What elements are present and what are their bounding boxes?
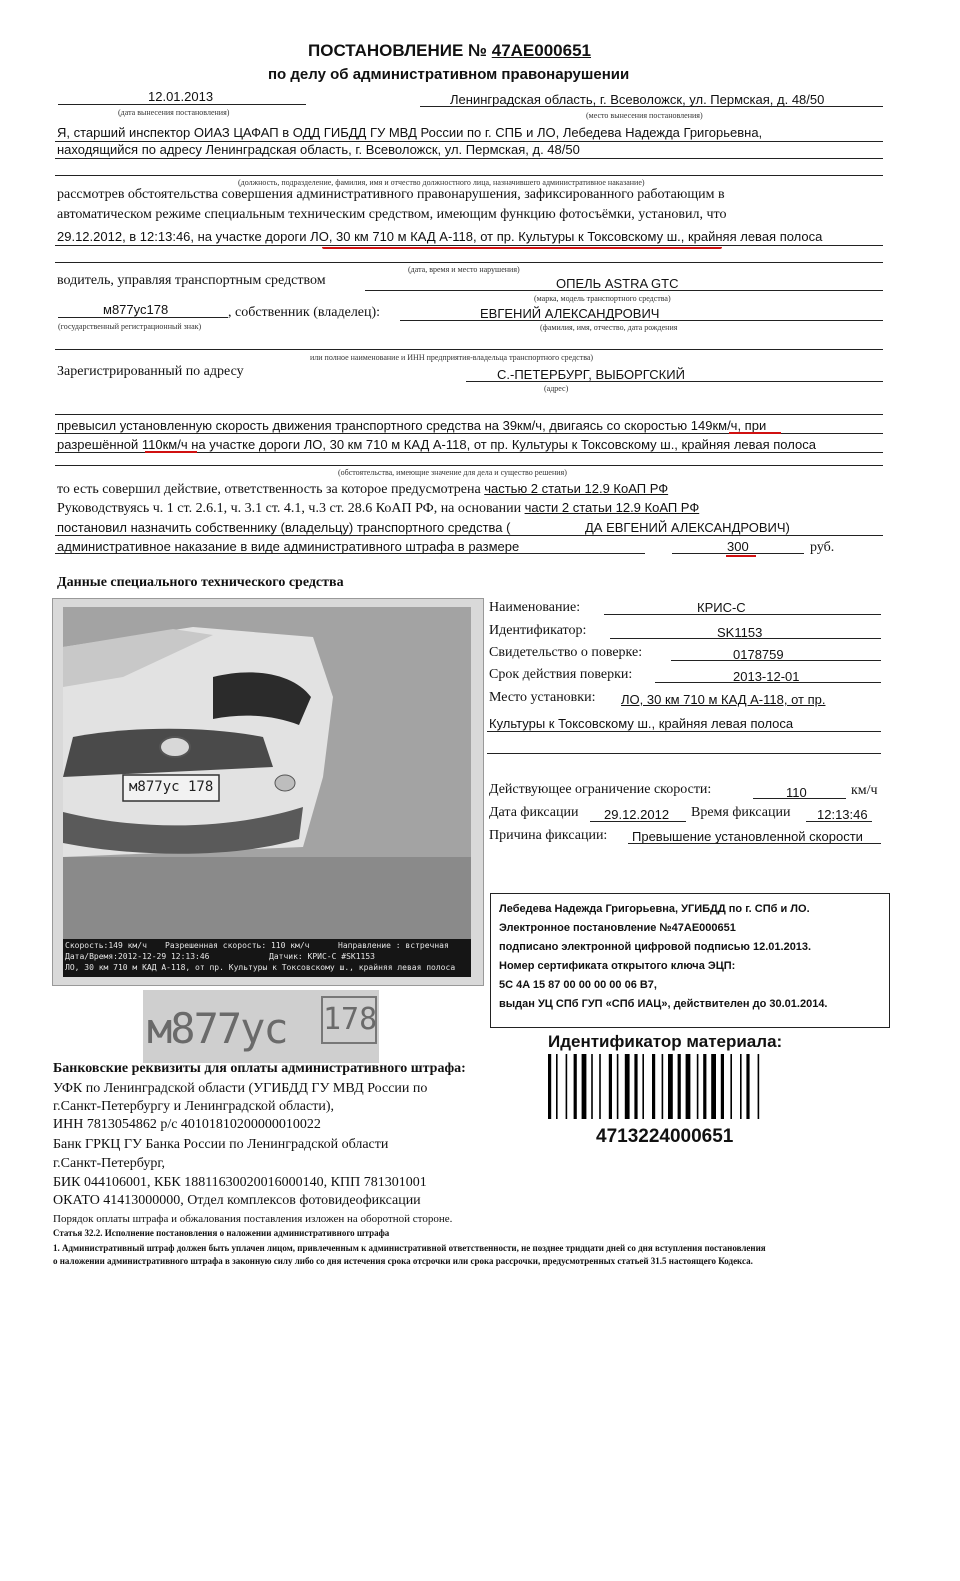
vehicle-model: ОПЕЛЬ ASTRA GTC bbox=[556, 276, 679, 291]
model-rule bbox=[365, 290, 883, 291]
device-location-rule-2 bbox=[487, 753, 881, 754]
device-location-label: Место установки: bbox=[489, 690, 596, 705]
fine-amount: 300 bbox=[727, 539, 749, 554]
red-underline-allowed bbox=[145, 451, 197, 453]
offense-rule-3 bbox=[55, 465, 883, 466]
plate-caption: (государственный регистрационный знак) bbox=[58, 322, 202, 331]
fix-time-rule bbox=[806, 821, 872, 822]
barcode-bar bbox=[668, 1054, 673, 1119]
inspector-line-1: Я, старший инспектор ОИАЗ ЦАФАП в ОДД ГИБДД ГУ МВД России по г. СПБ и ЛО, Лебедева Надежда Григорьевна, bbox=[57, 125, 763, 140]
datetime-caption: (дата, время и место нарушения) bbox=[408, 265, 520, 274]
car-illustration bbox=[63, 607, 471, 939]
ecp-line-4: Номер сертификата открытого ключа ЭЦП: bbox=[499, 960, 736, 972]
barcode-bar bbox=[582, 1054, 587, 1119]
bank-line-5: г.Санкт-Петербург, bbox=[53, 1156, 166, 1171]
payment-order-note: Порядок оплаты штрафа и обжалования поставления изложен на оборотной стороне. bbox=[53, 1213, 453, 1225]
barcode-bar bbox=[678, 1054, 681, 1119]
plate-crop-image bbox=[143, 990, 379, 1063]
date-caption: (дата вынесения постановления) bbox=[118, 108, 230, 117]
device-valid: 2013-12-01 bbox=[733, 669, 800, 684]
barcode-bar bbox=[617, 1054, 619, 1119]
ecp-line-6: выдан УЦ СПб ГУП «СПб ИАЦ», действителен до 30.01.2014. bbox=[499, 998, 828, 1010]
barcode-bar bbox=[574, 1054, 577, 1119]
bank-line-1: УФК по Ленинградской области (УГИБДД ГУ МВД России по bbox=[53, 1081, 428, 1096]
registered-label: Зарегистрированный по адресу bbox=[57, 364, 244, 379]
device-cert-rule bbox=[671, 660, 881, 661]
barcode-bar bbox=[758, 1054, 760, 1119]
inspector-line-2-rule bbox=[55, 158, 883, 159]
device-valid-rule bbox=[655, 682, 881, 683]
device-section-title: Данные специального технического средства bbox=[57, 575, 344, 590]
barcode-bar bbox=[625, 1054, 630, 1119]
bank-line-2: г.Санкт-Петербургу и Ленинградской области), bbox=[53, 1099, 335, 1114]
article-32-2-title: Статья 32.2. Исполнение постановления о наложении административного штрафа bbox=[53, 1228, 390, 1238]
device-name: КРИС-С bbox=[697, 600, 746, 615]
address-rule bbox=[466, 381, 883, 382]
owner-rule-2 bbox=[55, 349, 883, 350]
barcode-bar bbox=[599, 1054, 601, 1119]
bank-line-6: БИК 044106001, КБК 18811630020016000140, КПП 781301001 bbox=[53, 1175, 427, 1190]
violation-rule bbox=[55, 245, 883, 246]
reason-label: Причина фиксации: bbox=[489, 828, 608, 843]
plate-rule bbox=[58, 317, 228, 318]
offense-line-2: разрешённой 110км/ч на участке дороги ЛО, 30 км 710 м КАД А-118, от пр. Культуры к Токсовскому ш., крайняя левая полоса bbox=[57, 437, 816, 452]
place-line bbox=[420, 106, 883, 107]
decided-rule bbox=[55, 535, 883, 536]
article-para-1: 1. Административный штраф должен быть уплачен лицом, привлеченным к административной ответственности, не позднее тридцати дней со дня вступления постановления bbox=[53, 1243, 766, 1253]
barcode-bar bbox=[556, 1054, 558, 1119]
material-id-number: 4713224000651 bbox=[596, 1126, 734, 1147]
model-caption: (марка, модель транспортного средства) bbox=[534, 294, 671, 303]
violation-datetime-place: 29.12.2012, в 12:13:46, на участке дороги ЛО, 30 км 710 м КАД А-118, от пр. Культуры к Токсовскому ш., крайняя левая полоса bbox=[57, 229, 823, 244]
document-subtitle: по делу об административном правонарушении bbox=[268, 66, 630, 83]
barcode-bar bbox=[730, 1054, 732, 1119]
bank-line-3: ИНН 7813054862 р/с 40101810200000010022 bbox=[53, 1117, 321, 1132]
vehicle-plate: м877ус178 bbox=[103, 302, 169, 317]
circumstances-line-2: автоматическом режиме специальным техническим средством, имеющим функцию фотосъёмки, установил, что bbox=[57, 207, 727, 222]
date-line bbox=[58, 104, 306, 105]
photo-allowed-speed: Разрешенная скорость: 110 км/ч bbox=[165, 941, 310, 950]
device-id-label: Идентификатор: bbox=[489, 623, 587, 638]
limit-label: Действующее ограничение скорости: bbox=[489, 782, 712, 797]
article-prefix: то есть совершил действие, ответственность за которое предусмотрена bbox=[57, 482, 481, 497]
fix-time: 12:13:46 bbox=[817, 807, 868, 822]
red-underline-location bbox=[322, 247, 722, 249]
device-location-rule bbox=[487, 731, 881, 732]
barcode-bar bbox=[711, 1054, 716, 1119]
owner-caption: (фамилия, имя, отчество, дата рождения bbox=[540, 323, 678, 332]
decision-number: 47AE000651 bbox=[491, 41, 592, 60]
fix-reason: Превышение установленной скорости bbox=[632, 829, 863, 844]
photo-info-bar bbox=[63, 939, 471, 977]
document-title bbox=[308, 41, 591, 61]
inspector-caption: (должность, подразделение, фамилия, имя и отчество должностного лица, назначившего административное наказание) bbox=[238, 178, 645, 187]
decided-text: постановил назначить собственнику (владельцу) транспортного средства ( bbox=[57, 520, 511, 535]
bank-line-4: Банк ГРКЦ ГУ Банка России по Ленинградской области bbox=[53, 1137, 389, 1152]
photo-location: ЛО, 30 км 710 м КАД А-118, от пр. Культуры к Токсовскому ш., крайняя левая полоса bbox=[65, 963, 456, 972]
article-text bbox=[57, 481, 668, 498]
bank-title: Банковские реквизиты для оплаты административного штрафа: bbox=[53, 1061, 466, 1076]
limit-unit: км/ч bbox=[851, 783, 878, 798]
ecp-line-3: подписано электронной цифровой подписью 12.01.2013. bbox=[499, 941, 812, 953]
device-cert-label: Свидетельство о поверке: bbox=[489, 645, 643, 660]
barcode-bar bbox=[591, 1054, 593, 1119]
photo-frame bbox=[63, 607, 471, 977]
guided-prefix: Руководствуясь ч. 1 ст. 2.6.1, ч. 3.1 ст. 4.1, ч.3 ст. 28.6 КоАП РФ, на основании bbox=[57, 501, 522, 516]
violation-rule-2 bbox=[55, 262, 883, 263]
barcode-bar bbox=[746, 1054, 749, 1119]
limit-rule bbox=[753, 798, 846, 799]
device-cert: 0178759 bbox=[733, 647, 784, 662]
photo-plate-text: м877ус 178 bbox=[129, 779, 214, 795]
device-location-1: ЛО, 30 км 710 м КАД А-118, от пр. bbox=[621, 692, 826, 707]
bank-line-7: ОКАТО 41413000000, Отдел комплексов фотовидеофиксации bbox=[53, 1193, 421, 1208]
barcode-bar bbox=[634, 1054, 637, 1119]
device-valid-label: Срок действия поверки: bbox=[489, 667, 633, 682]
fix-date-rule bbox=[590, 821, 686, 822]
barcode-bar bbox=[642, 1054, 644, 1119]
red-underline-speed bbox=[729, 432, 781, 434]
reason-rule bbox=[628, 843, 881, 844]
violation-photo bbox=[52, 598, 484, 986]
circumstances-line-1: рассмотрев обстоятельства совершения административного правонарушения, зафиксированного работающим в bbox=[57, 187, 725, 202]
barcode bbox=[548, 1054, 788, 1119]
fix-date: 29.12.2012 bbox=[604, 807, 670, 822]
crop-plate-number: м877ус bbox=[147, 1004, 287, 1053]
article-ref: частью 2 статьи 12.9 КоАП РФ bbox=[484, 481, 669, 496]
fix-date-label: Дата фиксации bbox=[489, 805, 579, 820]
offense-rule-1 bbox=[55, 414, 883, 415]
article-para-2: о наложении административного штрафа в законную силу либо со дня истечения срока отсрочки или срока рассрочки, предусмотренных статьей 31.5 настоящего Кодекса. bbox=[53, 1256, 753, 1266]
guided-article-ref: части 2 статьи 12.9 КоАП РФ bbox=[524, 500, 700, 515]
red-underline-fine bbox=[726, 555, 756, 557]
fix-time-label: Время фиксации bbox=[691, 805, 791, 820]
photo-datetime: Дата/Время:2012-12-29 12:13:46 bbox=[65, 952, 210, 961]
device-location-2: Культуры к Токсовскому ш., крайняя левая полоса bbox=[489, 716, 794, 731]
barcode-bar bbox=[662, 1054, 664, 1119]
barcode-bar bbox=[740, 1054, 742, 1119]
currency: руб. bbox=[810, 540, 835, 555]
decided-owner: ДА ЕВГЕНИЙ АЛЕКСАНДРОВИЧ) bbox=[585, 520, 790, 535]
photo-direction: Направление : встречная bbox=[338, 941, 449, 950]
device-id: SK1153 bbox=[717, 625, 763, 640]
inspector-line-3-rule bbox=[55, 175, 883, 176]
barcode-bar bbox=[652, 1054, 655, 1119]
device-id-rule bbox=[610, 638, 881, 639]
ecp-line-5: 5C 4A 15 87 00 00 00 00 06 B7, bbox=[499, 979, 657, 991]
speed-limit: 110 bbox=[786, 785, 807, 800]
decision-date: 12.01.2013 bbox=[148, 89, 214, 104]
photo-speed: Скорость:149 км/ч bbox=[65, 941, 147, 950]
guided-text bbox=[57, 500, 699, 517]
title-prefix: ПОСТАНОВЛЕНИЕ № bbox=[308, 41, 488, 60]
ecp-line-2: Электронное постановление №47АЕ000651 bbox=[499, 922, 736, 934]
device-name-rule bbox=[604, 614, 881, 615]
owner-address: С.-ПЕТЕРБУРГ, ВЫБОРГСКИЙ bbox=[497, 367, 685, 382]
barcode-bar bbox=[548, 1054, 551, 1119]
barcode-bar bbox=[686, 1054, 691, 1119]
barcode-bar bbox=[609, 1054, 612, 1119]
owner-caption-2: или полное наименование и ИНН предприятия-владельца транспортного средства) bbox=[310, 353, 594, 362]
address-caption: (адрес) bbox=[544, 384, 569, 393]
electronic-signature-box bbox=[490, 893, 890, 1028]
barcode-bar bbox=[703, 1054, 706, 1119]
offense-line-1: превысил установленную скорость движения транспортного средства на 39км/ч, двигаясь со скоростью 149км/ч, при bbox=[57, 418, 767, 433]
place-caption: (место вынесения постановления) bbox=[586, 111, 703, 120]
material-id-title: Идентификатор материала: bbox=[548, 1032, 783, 1051]
barcode-bar bbox=[721, 1054, 724, 1119]
owner-rule bbox=[400, 320, 883, 321]
penalty-text: административное наказание в виде административного штрафа в размере bbox=[57, 539, 520, 554]
photo-sensor: Датчик: КРИС-С #SK1153 bbox=[269, 952, 375, 961]
barcode-bar bbox=[566, 1054, 568, 1119]
vehicle-owner: ЕВГЕНИЙ АЛЕКСАНДРОВИЧ bbox=[480, 306, 660, 321]
fine-rule bbox=[672, 553, 804, 554]
inspector-line-2: находящийся по адресу Ленинградская область, г. Всеволожск, ул. Пермская, д. 48/50 bbox=[57, 142, 580, 157]
ecp-line-1: Лебедева Надежда Григорьевна, УГИБДД по г. СПб и ЛО. bbox=[499, 903, 810, 915]
offense-caption: (обстоятельства, имеющие значение для дела и существо решения) bbox=[338, 468, 567, 477]
barcode-bar bbox=[697, 1054, 699, 1119]
penalty-rule bbox=[55, 553, 645, 554]
crop-plate-region: 178 bbox=[321, 996, 377, 1044]
device-name-label: Наименование: bbox=[489, 600, 581, 615]
driver-label: водитель, управляя транспортным средством bbox=[57, 273, 326, 288]
decision-place: Ленинградская область, г. Всеволожск, ул. Пермская, д. 48/50 bbox=[450, 92, 825, 107]
owner-label: , собственник (владелец): bbox=[228, 305, 381, 320]
